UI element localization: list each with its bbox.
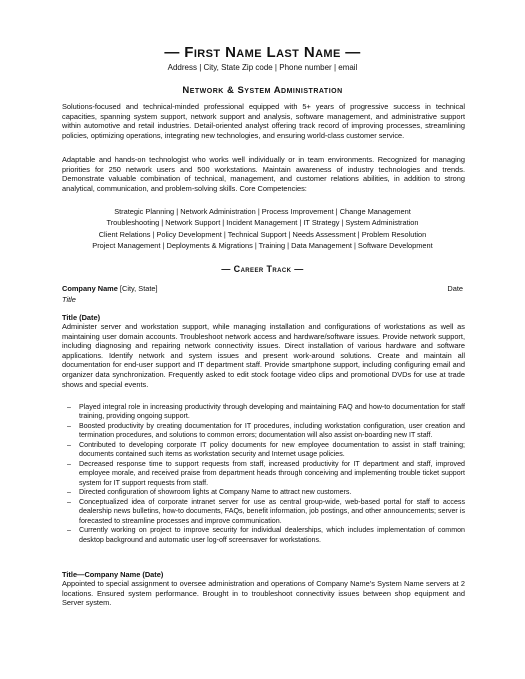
role-title: Title—Company Name (Date): [62, 570, 164, 579]
job-title: Title: [62, 295, 76, 304]
company-location: [City, State]: [119, 284, 158, 293]
role-summary: Administer server and workstation support, while managing installation and configurations of workstations as well as maintaining user domain accounts. Troubleshoot network access and hardware/software issues. Provide network support, including diagnosing and repairing network connectivity issues. Direct installation of various hardware and software applications. Identify network and system issues and present work-around solutions. Create and maintain all documentation for end-user support and IT department staff. Provide smartphone support, including configuring email and organizer data synchronization. Frequently asked to edit stock footage video clips and promotional DVDs for use at trade shows and special events.: [62, 322, 465, 389]
competency-line: Client Relations | Policy Development | Technical Support | Needs Assessment | Problem Resolution: [98, 229, 427, 239]
list-item: – Conceptualized idea of corporate intranet server for use as central group-wide, web-based portal for staff to access dealership news bulletins, how-to documents, FAQs, benefit information, job postings, and other announcements; server is forecasted to streamline processes and improve communication.: [67, 497, 465, 525]
summary-paragraph-2: Adaptable and hands-on technologist who works well individually or in team environments. Recognized for managing priorities for 250 network users and 500 workstations. Maintain awareness of industry technologies and trends. Demonstrate valuable combination of technical, management, and customer relations abilities, in addition to strong analytical, communication, and problem-solving skills. Core Competencies:: [62, 155, 465, 193]
job-date: Date: [447, 284, 463, 293]
competency-line: Strategic Planning | Network Administration | Process Improvement | Change Management: [114, 207, 411, 216]
competency-line: Troubleshooting | Network Support | Incident Management | IT Strategy | System Administration: [106, 218, 419, 228]
summary-paragraph-1: Solutions-focused and technical-minded professional equipped with 5+ years of progressive success in technical capacities, spanning system support, network support and analysis, software management, and administrative support within automotive and retail industries. Detail-oriented analyst offering track record of improving processes, streamlining policies, optimizing operations, integrating new technologies, and ensuring world-class customer service.: [62, 102, 465, 140]
list-item: – Played integral role in increasing productivity through developing and maintaining FAQ and how-to documentation for staff training, providing ongoing support.: [67, 403, 465, 421]
candidate-name: — First Name Last Name —: [164, 44, 361, 61]
core-competencies: [0, 206, 525, 251]
list-item: – Boosted productivity by creating documentation for IT procedures, including workstation configuration, user creation and termination procedures, and solutions to common errors; documentation will also assist on-boarding new IT staff.: [67, 421, 465, 440]
list-item: – Currently working on project to improve security for individual dealerships, which includes implementation of common desktop background and automatic user log-off screensaver for workstations.: [67, 526, 465, 544]
contact-line: Address | City, State Zip code | Phone number | email: [167, 63, 358, 72]
role-title: Title (Date): [62, 313, 101, 322]
list-item: – Directed configuration of showroom lights at Company Name to attract new customers.: [67, 488, 352, 497]
achievement-list: [62, 403, 465, 545]
resume-headline: Network & System Administration: [182, 85, 343, 96]
list-item: – Decreased response time to support requests from staff, increased productivity for IT department and staff, improved employee morale, and received praise from department heads through conceiving and implementing trouble ticket support system for IT support requests from staff.: [67, 459, 465, 487]
list-item: – Contributed to developing corporate IT policy documents for new employee documentation to assist in staff training; documents contained such items as workstation security and Internet usage policies.: [67, 440, 465, 459]
company-line: [62, 284, 463, 293]
company-name: Company Name: [62, 284, 118, 293]
career-track-heading: — Career Track —: [221, 264, 304, 274]
competency-line: Project Management | Deployments & Migrations | Training | Data Management | Software Development: [92, 240, 433, 250]
role-summary: Appointed to special assignment to oversee administration and operations of Company Name's System Name servers at 2 locations. Ensured system performance. Brought in to troubleshoot connectivity issues between shop equipment and Server system.: [62, 579, 465, 608]
